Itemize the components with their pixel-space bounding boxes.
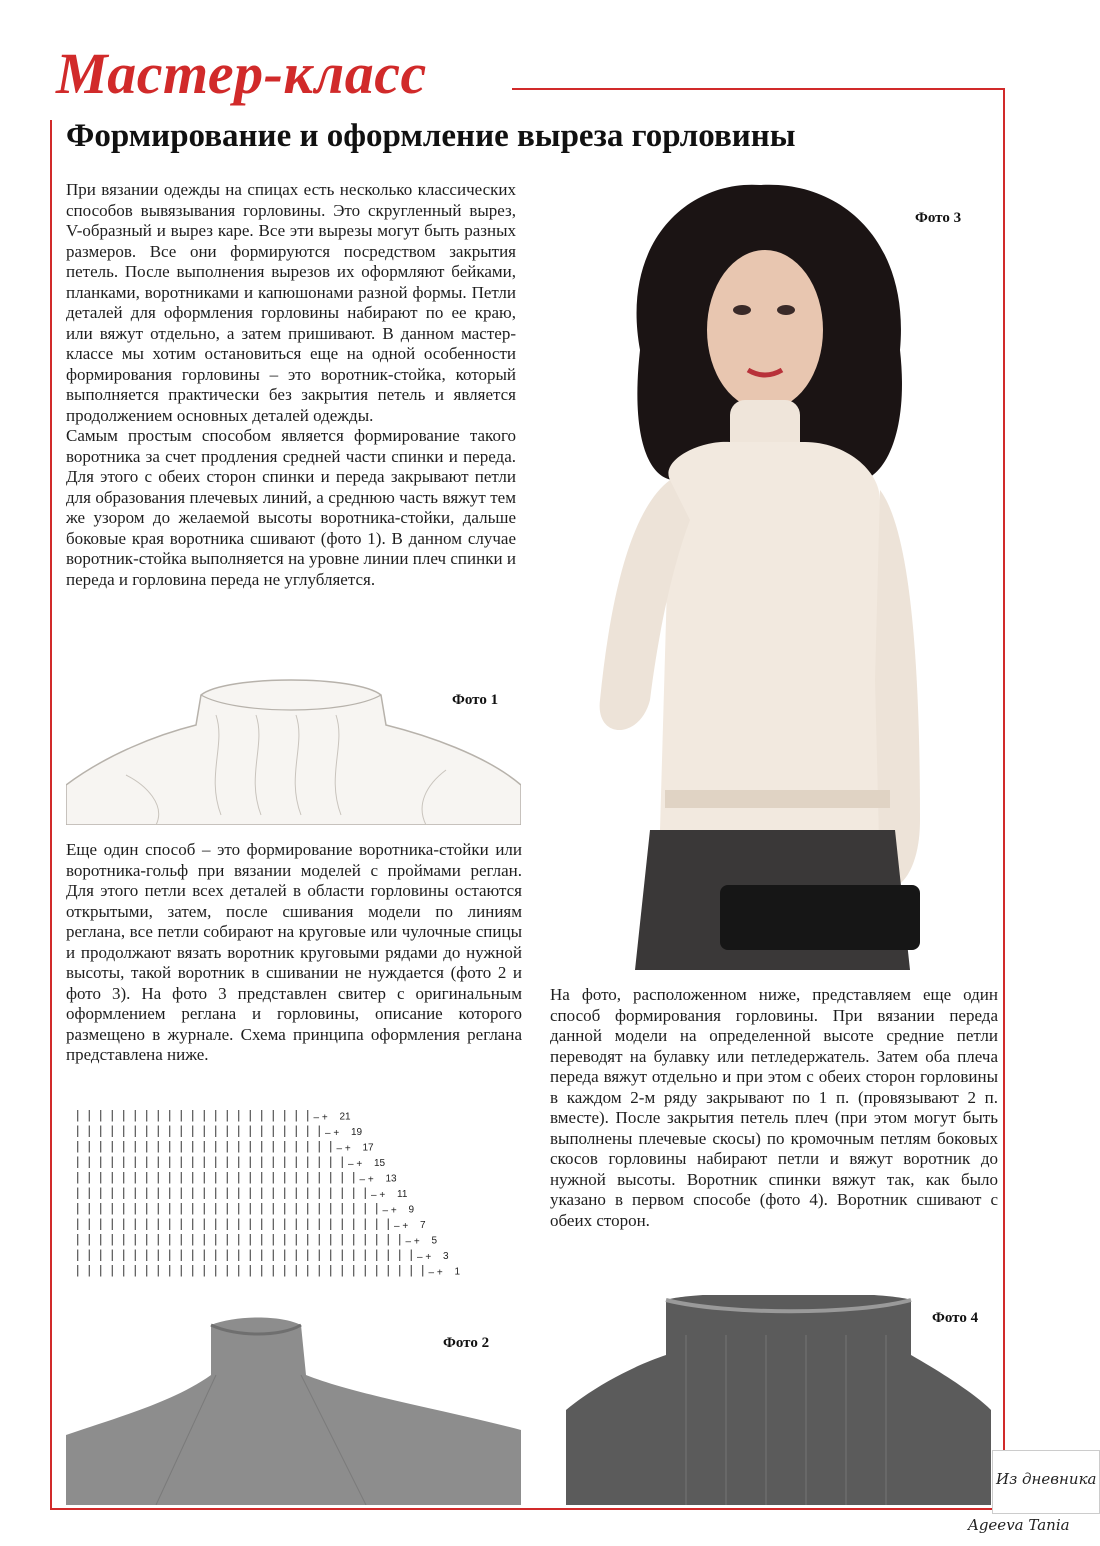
chart-row-end-symbol: – +: [336, 1143, 351, 1155]
chart-row-end-symbol: – +: [394, 1221, 409, 1232]
photo-1-caption: Фото 1: [452, 692, 499, 708]
chart-row-end-symbol: – +: [371, 1190, 386, 1201]
chart-row-number: 5: [431, 1235, 438, 1247]
chart-row-number: 11: [397, 1189, 408, 1200]
chart-row-end-symbol: – +: [359, 1174, 374, 1186]
chart-row-end-symbol: – +: [417, 1252, 432, 1263]
paragraph-3: Еще один способ – это формирование воротника-стойки или воротника-гольф при вязании моделей с проймами реглан. Для этого петли всех деталей в области горловины остаются открытыми, затем, после сшивания модели по линиям реглана, все петли собирают на круговые или чулочные спицы и продолжают вязать воротник круговыми рядами до нужной высоты, такой воротник в сшивании не нуждается (фото 2 и фото 3). На фото 3 представлен свитер с оригинальным оформлением реглана и горловины, описание которого размещено в журнале. Схема принципа оформления реглана представлена ниже.: [66, 840, 522, 1064]
photo-1: [66, 675, 521, 825]
raglan-chart: [72, 1104, 512, 1294]
photo-3-caption: Фото 3: [915, 210, 962, 226]
chart-row-end-symbol: – +: [348, 1159, 363, 1170]
photo-4-illustration: [566, 1295, 991, 1505]
chart-row-number: 13: [385, 1173, 397, 1185]
raglan-chart-grid: [72, 1104, 512, 1294]
text-block-3: [66, 840, 522, 1066]
chart-row-end-symbol: – +: [428, 1267, 443, 1279]
chart-row-number: 3: [443, 1251, 449, 1262]
chart-row-number: 21: [339, 1111, 351, 1123]
photo-4-caption: Фото 4: [932, 1310, 979, 1326]
chart-row-end-symbol: – +: [382, 1205, 397, 1217]
photo-2-caption: Фото 2: [443, 1335, 490, 1351]
photo-4: [566, 1295, 991, 1505]
chart-row-end-symbol: – +: [405, 1236, 420, 1248]
chart-row-number: 15: [374, 1158, 386, 1169]
watermark-line-2: Ageeva Tania: [968, 1516, 1070, 1534]
text-block-4: [550, 985, 998, 1231]
frame-bottom-line: [50, 1508, 1005, 1510]
chart-row-number: 9: [408, 1204, 415, 1216]
section-title: Мастер-класс: [56, 41, 427, 106]
intro-text-block: [66, 180, 516, 590]
chart-row-end-symbol: – +: [325, 1128, 340, 1139]
frame-right-line: [1003, 88, 1005, 1510]
photo-2: [66, 1315, 521, 1505]
frame-left-line: [50, 120, 52, 1510]
paragraph-4: На фото, расположенном ниже, представляем еще один способ формирования горловины. При вязании переда данной модели на определенной высоте средние петли переводят на булавку или петледержатель. Затем оба плеча переда вяжут отдельно и при этом с обеих сторон горловины в каждом 2-м ряду закрывают по 1 п. (провязывают 2 п. вместе). После закрытия петель плеч (при этом могут быть выполнены плечевые скосы) по кромочным петлям боковых скосов горловины набирают петли и вяжут воротник до нужной высоты. Воротник спинки вяжут так, как было указано в первом способе (фото 4). Воротник сшивают с обеих сторон.: [550, 985, 998, 1230]
article-title: Формирование и оформление выреза горловины: [66, 118, 796, 154]
chart-row-number: 7: [420, 1220, 426, 1231]
chart-row-number: 17: [362, 1142, 374, 1154]
photo-3-illustration: [580, 180, 970, 970]
photo-1-illustration: [66, 675, 521, 825]
chart-row-end-symbol: – +: [313, 1112, 328, 1124]
paragraph-1: При вязании одежды на спицах есть несколько классических способов вывязывания горловины. Это скругленный вырез, V-образный и вырез каре. Все эти вырезы могут быть разных размеров. Все они формируются посредством закрытия петель. После выполнения вырезов их оформляют бейками, планками, воротниками и капюшонами разной формы. Петли деталей для оформления горловины набирают по ее краю, или вяжут отдельно, а затем пришивают. В данном мастер-классе мы хотим остановиться еще на одной особенности формирования горловины – это воротник-стойка, который выполняется практически без закрытия петель и является продолжением основных деталей одежды.: [66, 180, 516, 425]
frame-top-line: [512, 88, 1004, 90]
watermark-line-1: Из дневника: [996, 1470, 1097, 1488]
chart-row-number: 1: [454, 1266, 461, 1278]
paragraph-2: Самым простым способом является формирование такого воротника за счет продления средней части спинки и переда. Для этого с обеих сторон спинки и переда закрывают петли для образования плечевых линий, а среднюю часть вяжут тем же узором до желаемой высоты воротника-стойки, дальше боковые края воротника сшивают (фото 1). В данном случае воротник-стойка выполняется на уровне линии плеч спинки и переда и горловина переда не углубляется.: [66, 426, 516, 589]
chart-row-number: 19: [351, 1127, 363, 1138]
photo-3: [580, 180, 970, 970]
photo-2-illustration: [66, 1315, 521, 1505]
